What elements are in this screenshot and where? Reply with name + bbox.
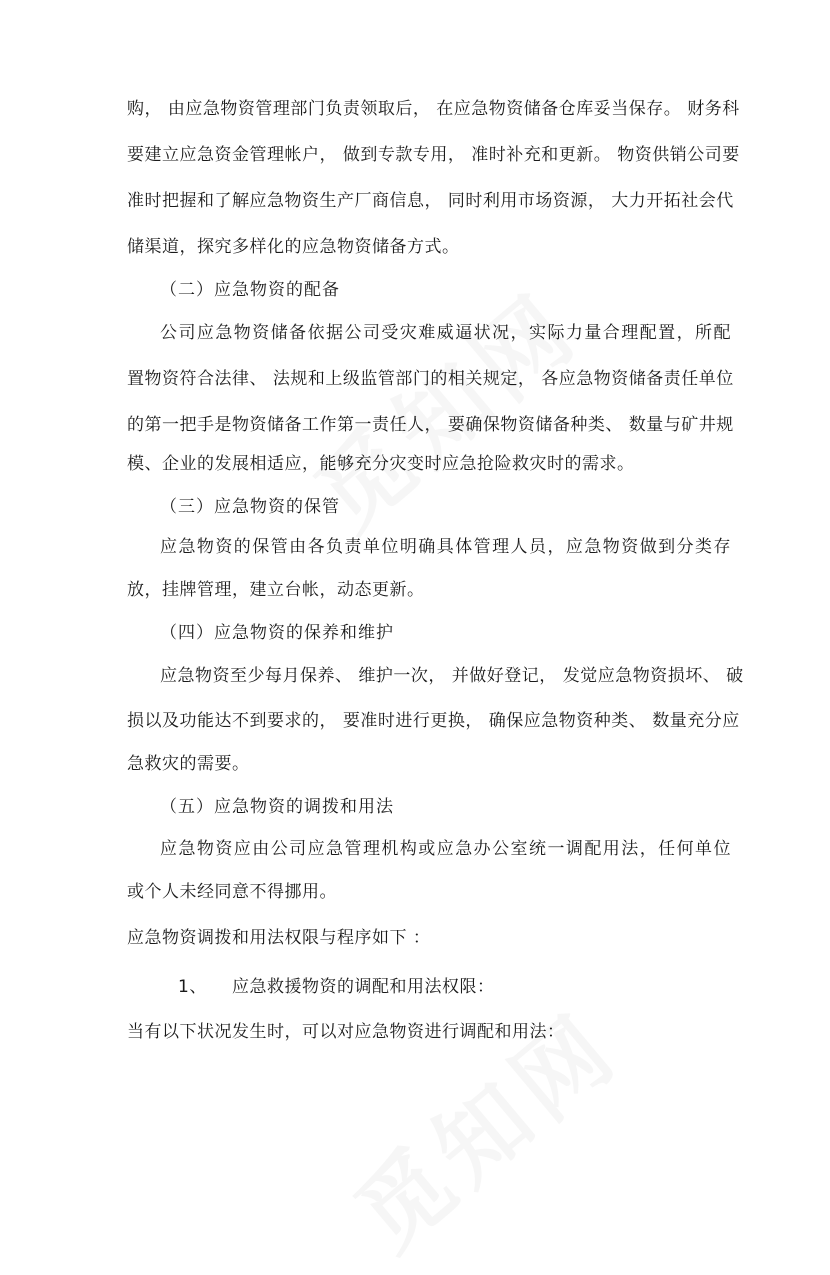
section-heading: （二）应急物资的配备 (160, 280, 340, 300)
paragraph-line: 或个人未经同意不得挪用。 (127, 882, 337, 902)
item-number: 1、 (178, 977, 207, 997)
paragraph-line: 模、企业的发展相适应，能够充分灾变时应急抢险救灾时的需求。 (127, 454, 635, 474)
paragraph-line: 应急物资至少每月保养、 维护一次， 并做好登记， 发觉应急物资损坏、 破 (160, 666, 744, 686)
numbered-item (178, 976, 495, 998)
paragraph-line: 要建立应急资金管理帐户， 做到专款专用， 准时补充和更新。 物资供销公司要 (127, 145, 740, 165)
paragraph-line: 应急物资的保管由各负责单位明确具体管理人员，应急物资做到分类存 (160, 537, 731, 557)
paragraph-line: 急救灾的需要。 (127, 754, 250, 774)
paragraph-line: 储渠道，探究多样化的应急物资储备方式。 (127, 237, 460, 257)
paragraph-line: 的第一把手是物资储备工作第一责任人， 要确保物资储备种类、 数量与矿井规 (127, 415, 734, 435)
section-heading: （四）应急物资的保养和维护 (160, 623, 394, 643)
paragraph-line: 准时把握和了解应急物资生产厂商信息， 同时利用市场资源， 大力开拓社会代 (127, 191, 734, 211)
paragraph-line: 损以及功能达不到要求的， 要准时进行更换， 确保应急物资种类、 数量充分应 (127, 711, 740, 731)
paragraph-line: 购， 由应急物资管理部门负责领取后， 在应急物资储备仓库妥当保存。 财务科 (127, 99, 740, 119)
paragraph-line: 放，挂牌管理，建立台帐，动态更新。 (127, 580, 425, 600)
section-heading: （五）应急物资的调拨和用法 (160, 797, 394, 817)
section-heading: （三）应急物资的保管 (160, 497, 340, 517)
paragraph-line: 应急物资应由公司应急管理机构或应急办公室统一调配用法，任何单位 (160, 839, 731, 859)
procedure-intro: 应急物资调拨和用法权限与程序如下 ： (127, 928, 431, 948)
paragraph-line: 置物资符合法律、 法规和上级监管部门的相关规定， 各应急物资储备责任单位 (127, 369, 734, 389)
paragraph-line: 公司应急物资储备依据公司受灾难威逼状况，实际力量合理配置，所配 (160, 323, 731, 343)
paragraph-line: 当有以下状况发生时，可以对应急物资进行调配和用法： (127, 1022, 565, 1042)
item-text: 应急救援物资的调配和用法权限： (232, 977, 495, 997)
